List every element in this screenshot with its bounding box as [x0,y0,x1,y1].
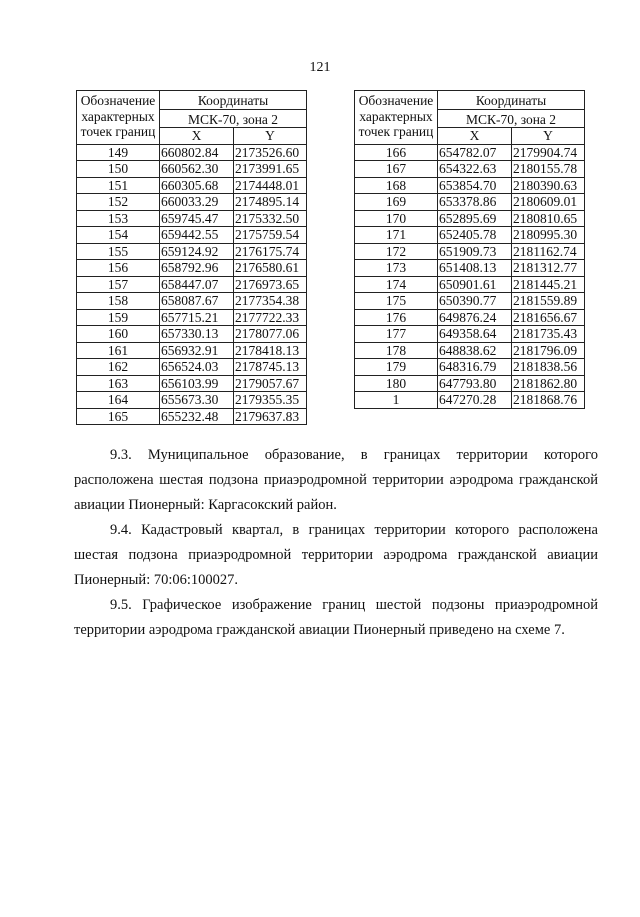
x-coordinate-cell: 650390.77 [438,293,512,310]
table-row [77,161,307,178]
x-coordinate-cell: 658447.07 [160,276,234,293]
header-coords-title: Координаты [160,91,307,110]
point-number-cell: 156 [77,260,160,277]
x-coordinate-cell: 655673.30 [160,392,234,409]
point-number-cell: 176 [355,309,438,326]
y-coordinate-cell: 2177722.33 [234,309,307,326]
header-coords-system: МСК-70, зона 2 [160,109,307,128]
coordinates-table-right [354,90,585,409]
table-row [355,260,585,277]
point-number-cell: 170 [355,210,438,227]
header-y: Y [512,128,585,145]
table-row [77,408,307,425]
header-coords-system: МСК-70, зона 2 [438,109,585,128]
table-row [77,210,307,227]
table-row [355,359,585,376]
table-row [77,359,307,376]
y-coordinate-cell: 2174448.01 [234,177,307,194]
table-row [355,309,585,326]
table-row [77,342,307,359]
y-coordinate-cell: 2175332.50 [234,210,307,227]
table-row [355,342,585,359]
y-coordinate-cell: 2181445.21 [512,276,585,293]
y-coordinate-cell: 2181312.77 [512,260,585,277]
x-coordinate-cell: 654782.07 [438,144,512,161]
header-y: Y [234,128,307,145]
point-number-cell: 165 [77,408,160,425]
table-row [355,243,585,260]
page-number: 121 [309,60,331,75]
y-coordinate-cell: 2176973.65 [234,276,307,293]
y-coordinate-cell: 2180390.63 [512,177,585,194]
y-coordinate-cell: 2174895.14 [234,194,307,211]
header-designation-line: характерных [359,108,433,124]
table-row [77,144,307,161]
x-coordinate-cell: 657330.13 [160,326,234,343]
point-number-cell: 171 [355,227,438,244]
x-coordinate-cell: 659745.47 [160,210,234,227]
paragraph-municipality [74,443,598,518]
y-coordinate-cell: 2175759.54 [234,227,307,244]
table-row [77,227,307,244]
point-number-cell: 174 [355,276,438,293]
x-coordinate-cell: 651909.73 [438,243,512,260]
point-number-cell: 160 [77,326,160,343]
y-coordinate-cell: 2176175.74 [234,243,307,260]
y-coordinate-cell: 2179355.35 [234,392,307,409]
x-coordinate-cell: 648316.79 [438,359,512,376]
y-coordinate-cell: 2180609.01 [512,194,585,211]
table-row [355,392,585,409]
table-row [77,375,307,392]
table-row [77,177,307,194]
header-x: X [160,128,234,145]
table-row [77,276,307,293]
table-row [355,227,585,244]
table-row [355,194,585,211]
x-coordinate-cell: 651408.13 [438,260,512,277]
point-number-cell: 151 [77,177,160,194]
y-coordinate-cell: 2181838.56 [512,359,585,376]
paragraph-text: 9.5. Графическое изображение границ шестой подзоны приаэродромной территории аэродрома гражданской авиации Пионерный приведено на схеме 7. [74,597,598,638]
header-designation-line: характерных [81,108,155,124]
table-row [77,309,307,326]
y-coordinate-cell: 2181868.76 [512,392,585,409]
x-coordinate-cell: 653378.86 [438,194,512,211]
x-coordinate-cell: 648838.62 [438,342,512,359]
header-designation [355,91,438,145]
table-row [77,194,307,211]
y-coordinate-cell: 2178418.13 [234,342,307,359]
table-row [77,293,307,310]
table-row [355,161,585,178]
y-coordinate-cell: 2181862.80 [512,375,585,392]
x-coordinate-cell: 656524.03 [160,359,234,376]
x-coordinate-cell: 654322.63 [438,161,512,178]
y-coordinate-cell: 2181162.74 [512,243,585,260]
y-coordinate-cell: 2178077.06 [234,326,307,343]
header-designation-line: Обозначение [358,93,434,108]
table-row [77,392,307,409]
point-number-cell: 167 [355,161,438,178]
y-coordinate-cell: 2179904.74 [512,144,585,161]
x-coordinate-cell: 655232.48 [160,408,234,425]
x-coordinate-cell: 649876.24 [438,309,512,326]
point-number-cell: 173 [355,260,438,277]
point-number-cell: 168 [355,177,438,194]
table-row [355,293,585,310]
point-number-cell: 164 [77,392,160,409]
table-row [355,210,585,227]
header-x: X [438,128,512,145]
point-number-cell: 179 [355,359,438,376]
point-number-cell: 178 [355,342,438,359]
x-coordinate-cell: 659442.55 [160,227,234,244]
x-coordinate-cell: 658087.67 [160,293,234,310]
x-coordinate-cell: 660033.29 [160,194,234,211]
paragraph-text: 9.3. Муниципальное образование, в границах территории которого расположена шестая подзона приаэродромной территории аэродрома гражданской авиации Пионерный: Каргасокский район. [74,447,598,513]
point-number-cell: 166 [355,144,438,161]
y-coordinate-cell: 2173991.65 [234,161,307,178]
header-coords-title: Координаты [438,91,585,110]
x-coordinate-cell: 656103.99 [160,375,234,392]
x-coordinate-cell: 652405.78 [438,227,512,244]
y-coordinate-cell: 2181559.89 [512,293,585,310]
point-number-cell: 161 [77,342,160,359]
x-coordinate-cell: 660305.68 [160,177,234,194]
table-row [355,177,585,194]
point-number-cell: 150 [77,161,160,178]
point-number-cell: 157 [77,276,160,293]
paragraph-cadastral-quarter [74,518,598,593]
y-coordinate-cell: 2179637.83 [234,408,307,425]
x-coordinate-cell: 657715.21 [160,309,234,326]
x-coordinate-cell: 660562.30 [160,161,234,178]
table-row [355,326,585,343]
x-coordinate-cell: 653854.70 [438,177,512,194]
header-designation [77,91,160,145]
header-designation-line: точек границ [358,124,434,139]
y-coordinate-cell: 2180810.65 [512,210,585,227]
coordinates-table-left [76,90,307,425]
point-number-cell: 149 [77,144,160,161]
x-coordinate-cell: 650901.61 [438,276,512,293]
y-coordinate-cell: 2178745.13 [234,359,307,376]
point-number-cell: 152 [77,194,160,211]
y-coordinate-cell: 2180155.78 [512,161,585,178]
x-coordinate-cell: 659124.92 [160,243,234,260]
y-coordinate-cell: 2176580.61 [234,260,307,277]
table-row [77,243,307,260]
point-number-cell: 175 [355,293,438,310]
point-number-cell: 163 [77,375,160,392]
point-number-cell: 180 [355,375,438,392]
y-coordinate-cell: 2179057.67 [234,375,307,392]
y-coordinate-cell: 2180995.30 [512,227,585,244]
point-number-cell: 159 [77,309,160,326]
table-row [355,375,585,392]
point-number-cell: 154 [77,227,160,244]
point-number-cell: 1 [355,392,438,409]
point-number-cell: 169 [355,194,438,211]
header-designation-line: Обозначение [80,93,156,108]
y-coordinate-cell: 2177354.38 [234,293,307,310]
point-number-cell: 177 [355,326,438,343]
table-row [355,144,585,161]
point-number-cell: 153 [77,210,160,227]
table-row [355,276,585,293]
point-number-cell: 172 [355,243,438,260]
x-coordinate-cell: 647270.28 [438,392,512,409]
table-row [77,326,307,343]
table-row [77,260,307,277]
x-coordinate-cell: 647793.80 [438,375,512,392]
x-coordinate-cell: 652895.69 [438,210,512,227]
header-designation-line: точек границ [80,124,156,139]
y-coordinate-cell: 2181796.09 [512,342,585,359]
point-number-cell: 158 [77,293,160,310]
point-number-cell: 162 [77,359,160,376]
x-coordinate-cell: 649358.64 [438,326,512,343]
x-coordinate-cell: 658792.96 [160,260,234,277]
x-coordinate-cell: 660802.84 [160,144,234,161]
y-coordinate-cell: 2173526.60 [234,144,307,161]
paragraph-graphic-scheme [74,593,598,643]
y-coordinate-cell: 2181656.67 [512,309,585,326]
paragraph-text: 9.4. Кадастровый квартал, в границах территории которого расположена шестая подзона приаэродромной территории аэродрома гражданской авиации Пионерный: 70:06:100027. [74,522,598,588]
x-coordinate-cell: 656932.91 [160,342,234,359]
y-coordinate-cell: 2181735.43 [512,326,585,343]
point-number-cell: 155 [77,243,160,260]
